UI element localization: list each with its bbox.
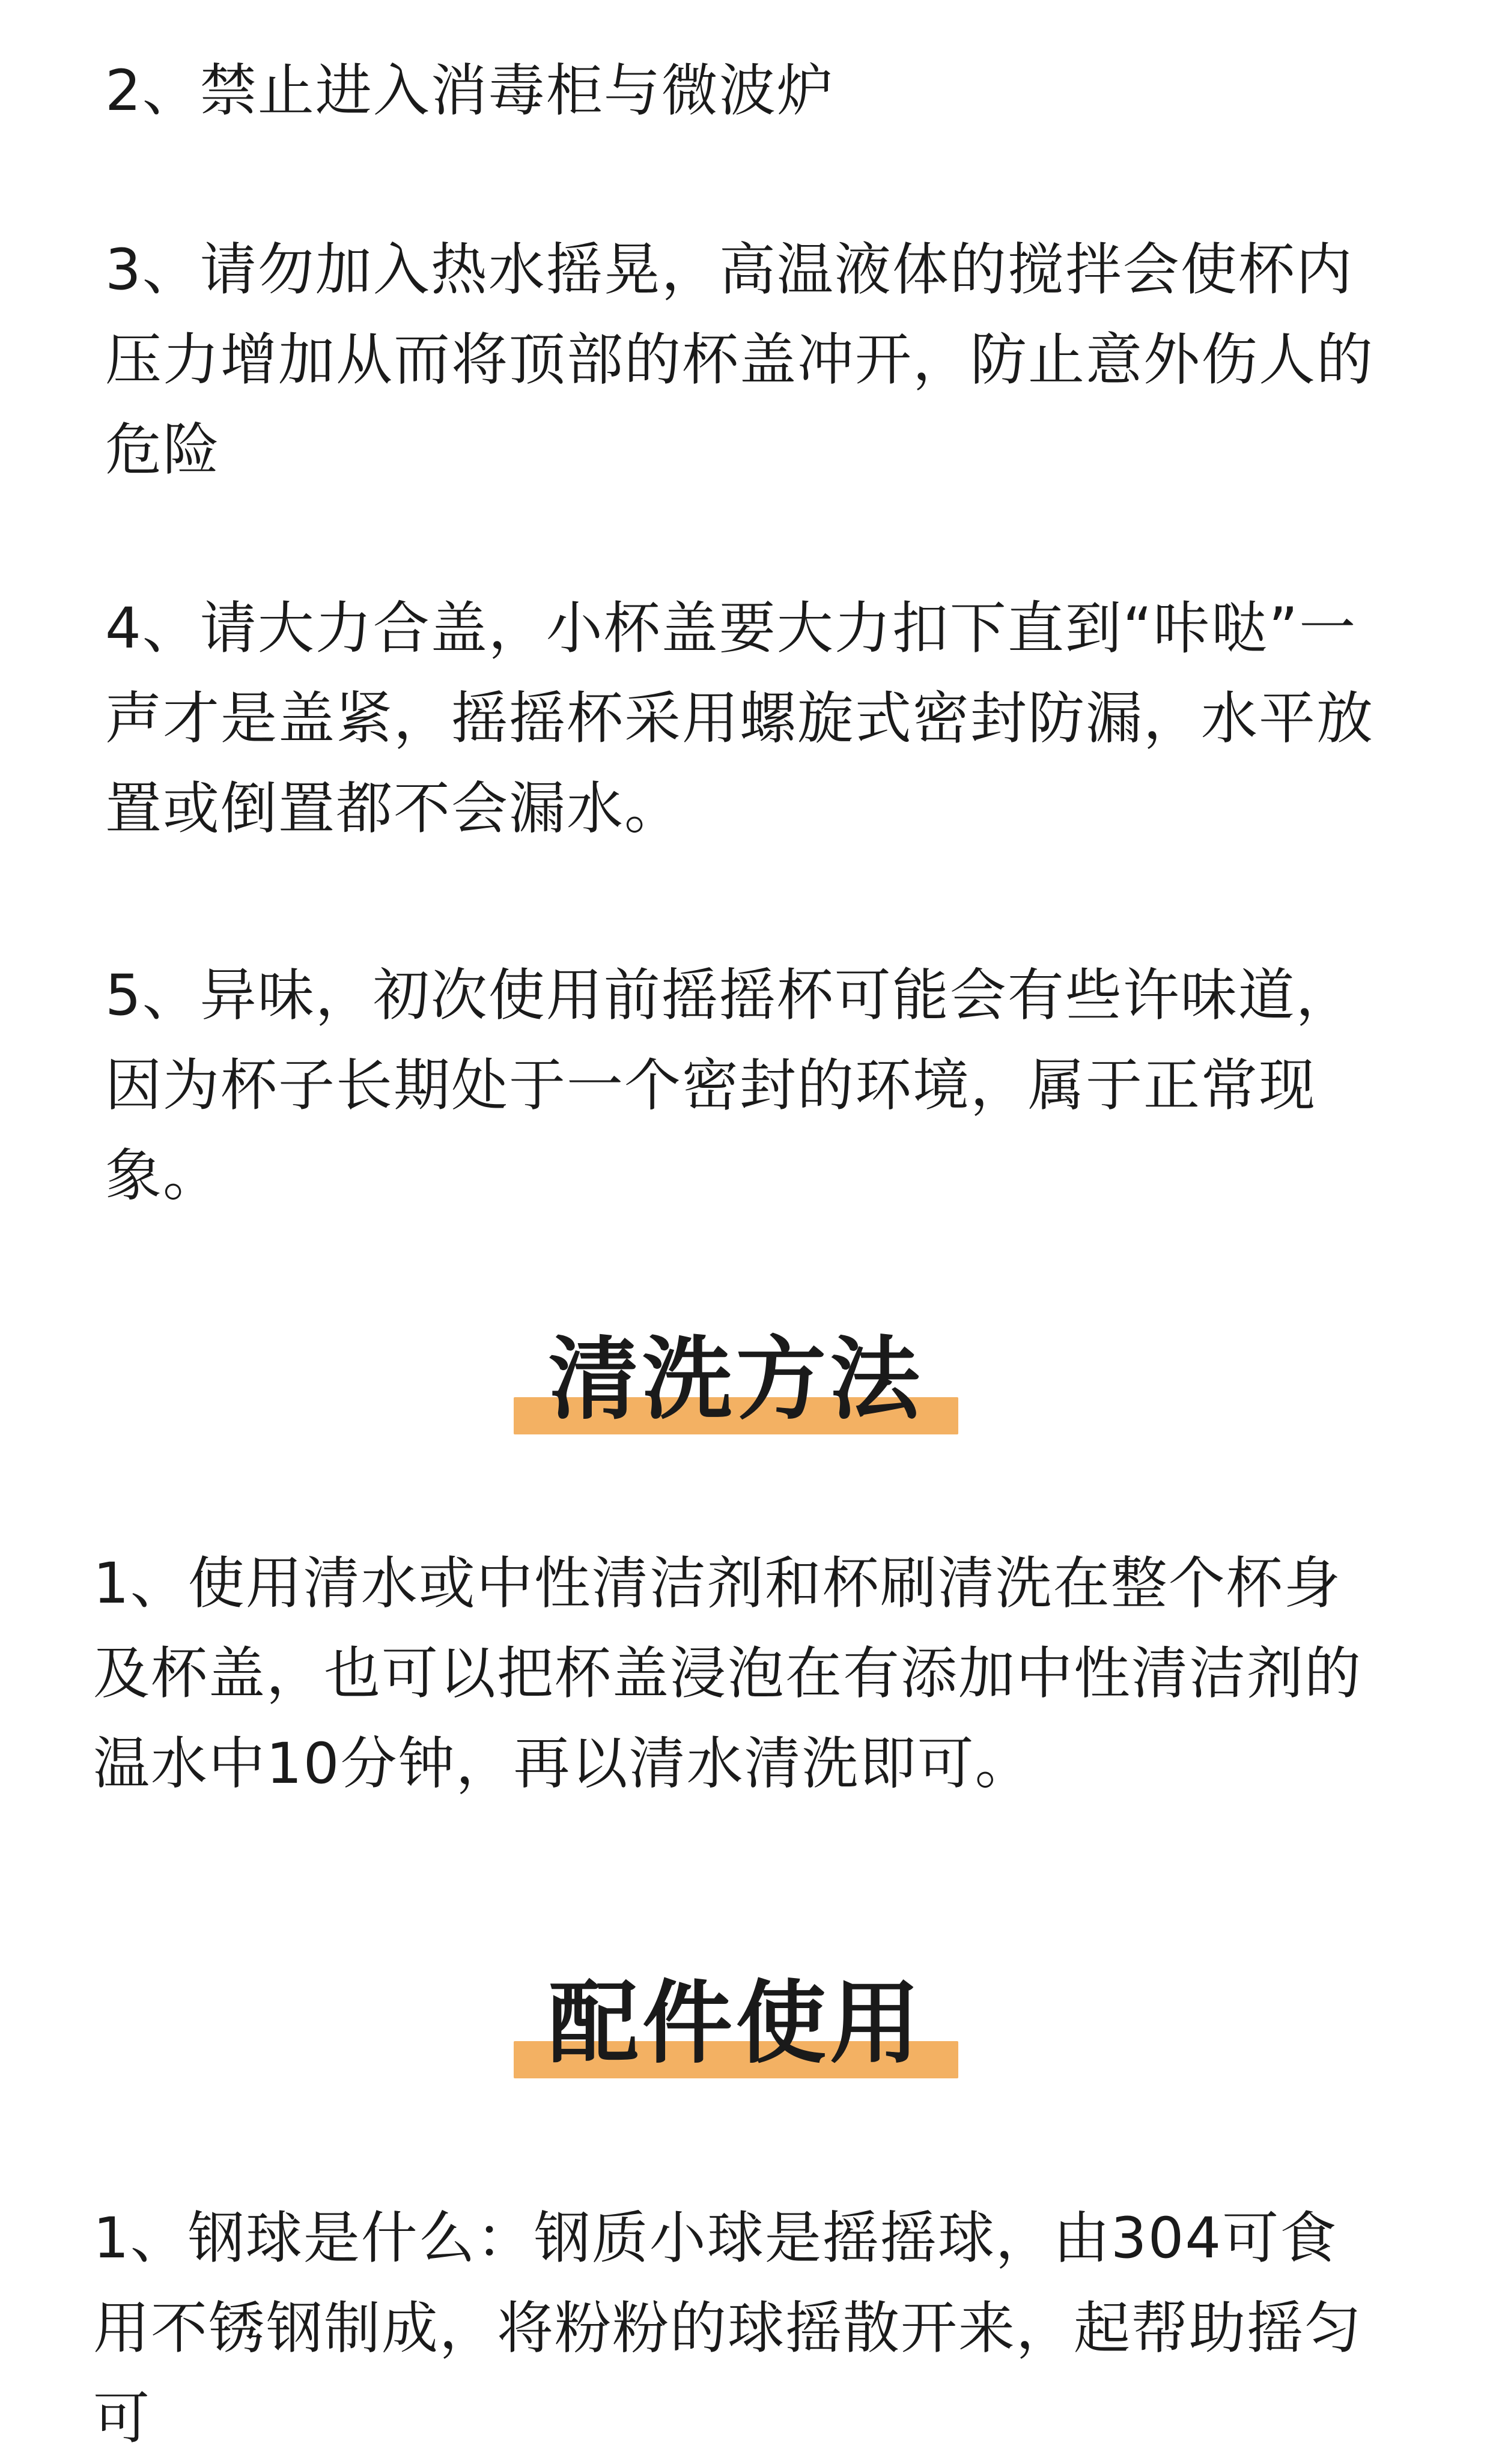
cleaning-section-title: 清洗方法 [548, 1328, 923, 1432]
note-item-5: 5、异味，初次使用前摇摇杯可能会有些许味道，因为杯子长期处于一个密封的环境，属于正常现象。 [105, 963, 1354, 1209]
note-item-2: 2、禁止进入消毒柜与微波炉 [105, 58, 835, 124]
note-item-3: 3、请勿加入热水摇晃，高温液体的搅拌会使杯内压力增加从而将顶部的杯盖冲开，防止意外伤人的危险 [105, 237, 1375, 483]
cleaning-item-1: 1、使用清水或中性清洁剂和杯刷清洗在整个杯身及杯盖，也可以把杯盖浸泡在有添加中性清洁剂的温水中10分钟，再以清水清洗即可。 [93, 1551, 1363, 1797]
accessories-section-heading [514, 1965, 958, 2086]
accessories-section-title: 配件使用 [548, 1971, 923, 2076]
note-item-4: 4、请大力合盖，小杯盖要大力扣下直到“咔哒”一声才是盖紧，摇摇杯采用螺旋式密封防漏，水平放置或倒置都不会漏水。 [105, 596, 1375, 842]
accessories-item-1: 1、钢球是什么：钢质小球是摇摇球，由304可食用不锈钢制成，将粉粉的球摇散开来，起帮助摇匀可 [93, 2206, 1363, 2451]
cleaning-section-heading [514, 1322, 958, 1442]
